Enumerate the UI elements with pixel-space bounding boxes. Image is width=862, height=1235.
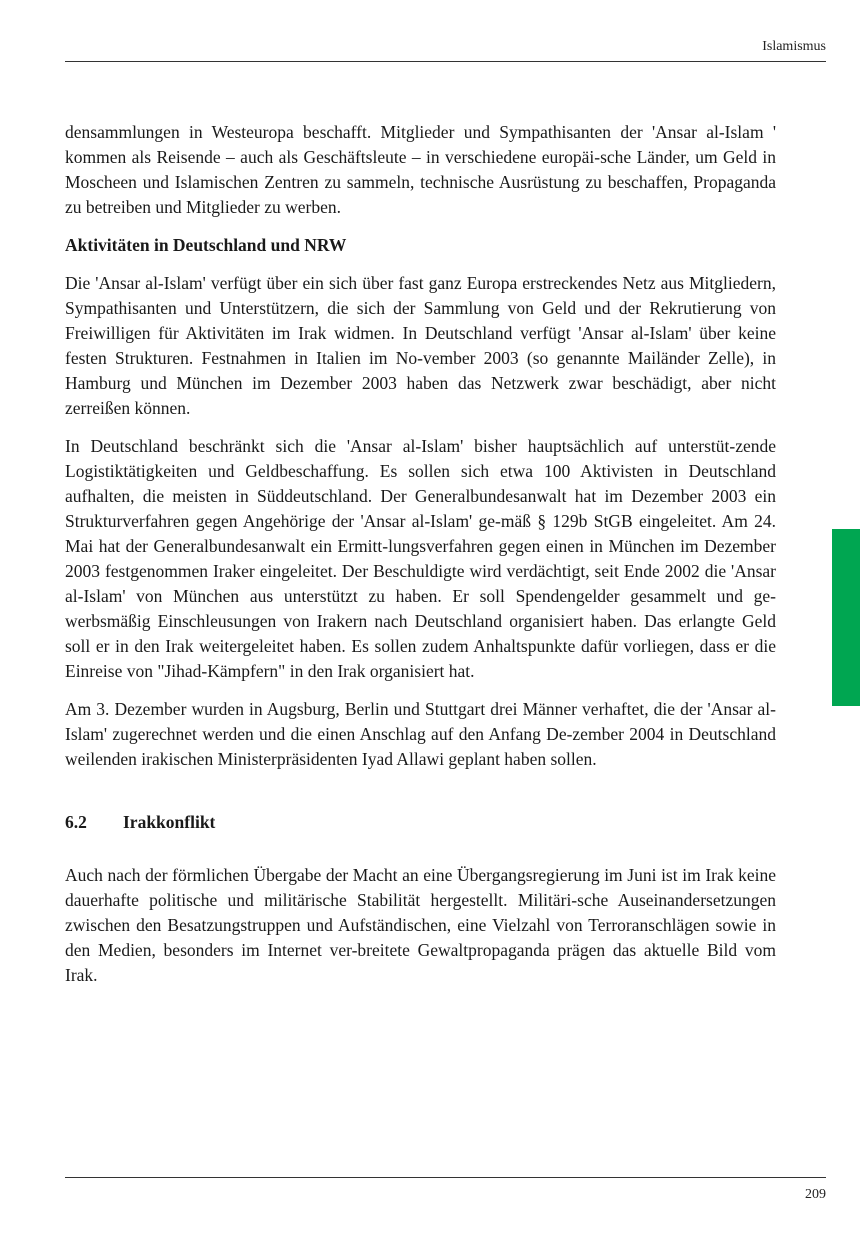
paragraph-4: Auch nach der förmlichen Übergabe der Macht an eine Übergangsregierung im Juni ist im Irak keine dauerhafte politische und militärische Stabilität hergestellt. Militäri-sche Auseinandersetzungen zwischen den Besatzungstruppen und Aufständischen, eine Vielzahl von Terroranschlägen sowie in den Medien, besonders im Internet ver-breitete Gewaltpropaganda prägen das aktuelle Bild vom Irak.	[65, 865, 776, 985]
running-head: Islamismus	[762, 39, 826, 54]
section-heading	[65, 810, 776, 835]
paragraph-2: In Deutschland beschränkt sich die 'Ansar al-Islam' bisher hauptsächlich auf unterstüt-zende Logistiktätigkeiten und Geldbeschaffung. Es sollen sich etwa 100 Aktivisten in Deutschland aufhalten, die meisten in Süddeutschland. Der Generalbundesanwalt hat im Dezember 2003 ein Strukturverfahren gegen Angehörige der 'Ansar al-Islam' ge-mäß § 129b StGB eingeleitet. Am 24. Mai hat der Generalbundesanwalt ein Ermitt-lungsverfahren gegen einen in München im Dezember 2003 festgenommen Iraker eingeleitet. Der Beschuldigte wird verdächtigt, seit Ende 2002 die 'Ansar al-Islam' von München aus unterstützt zu haben. Er soll Spendengelder gesammelt und ge-werbsmäßig Einschleusungen von Irakern nach Deutschland organisiert haben. Das erlangte Geld soll er in den Irak weitergeleitet haben. Es sollen zudem Anhaltspunkte dafür vorliegen, dass er die Einreise von "Jihad-Kämpfern" in den Irak organisiert hat.	[65, 436, 776, 681]
paragraph-3: Am 3. Dezember wurden in Augsburg, Berlin und Stuttgart drei Männer verhaftet, die der 'Ansar al-Islam' zugerechnet werden und die einen Anschlag auf den Anfang De-zember 2004 in Deutschland weilenden irakischen Ministerpräsidenten Iyad Allawi geplant haben sollen.	[65, 699, 776, 769]
section-number: 6.2	[65, 812, 87, 832]
section-title: Irakkonflikt	[123, 812, 216, 832]
footer-rule	[65, 1177, 826, 1178]
subheading: Aktivitäten in Deutschland und NRW	[65, 235, 347, 255]
section-thumb-tab	[832, 529, 860, 706]
paragraph-1: Die 'Ansar al-Islam' verfügt über ein sich über fast ganz Europa erstreckendes Netz aus Mitgliedern, Sympathisanten und Unterstützern, die sich der Sammlung von Geld und der Rekrutierung von Freiwilligen für Aktivitäten im Irak widmen. In Deutschland verfügt 'Ansar al-Islam' über keine festen Strukturen. Festnahmen in Italien im No-vember 2003 (so genannte Mailänder Zelle), in Hamburg und München im Dezember 2003 haben das Netzwerk zwar beschädigt, aber nicht zerreißen können.	[65, 273, 776, 418]
paragraph-intro: densammlungen in Westeuropa beschafft. Mitglieder und Sympathisanten der 'Ansar al-Islam ' kommen als Reisende – auch als Geschäftsleute – in verschiedene europäi-sche Länder, um Geld in Moscheen und Islamischen Zentren zu sammeln, technische Ausrüstung zu beschaffen, Propaganda zu betreiben und Mitglieder zu werben.	[65, 122, 776, 217]
page-number: 209	[805, 1187, 826, 1202]
header-rule	[65, 61, 826, 62]
body-text	[65, 120, 776, 1001]
